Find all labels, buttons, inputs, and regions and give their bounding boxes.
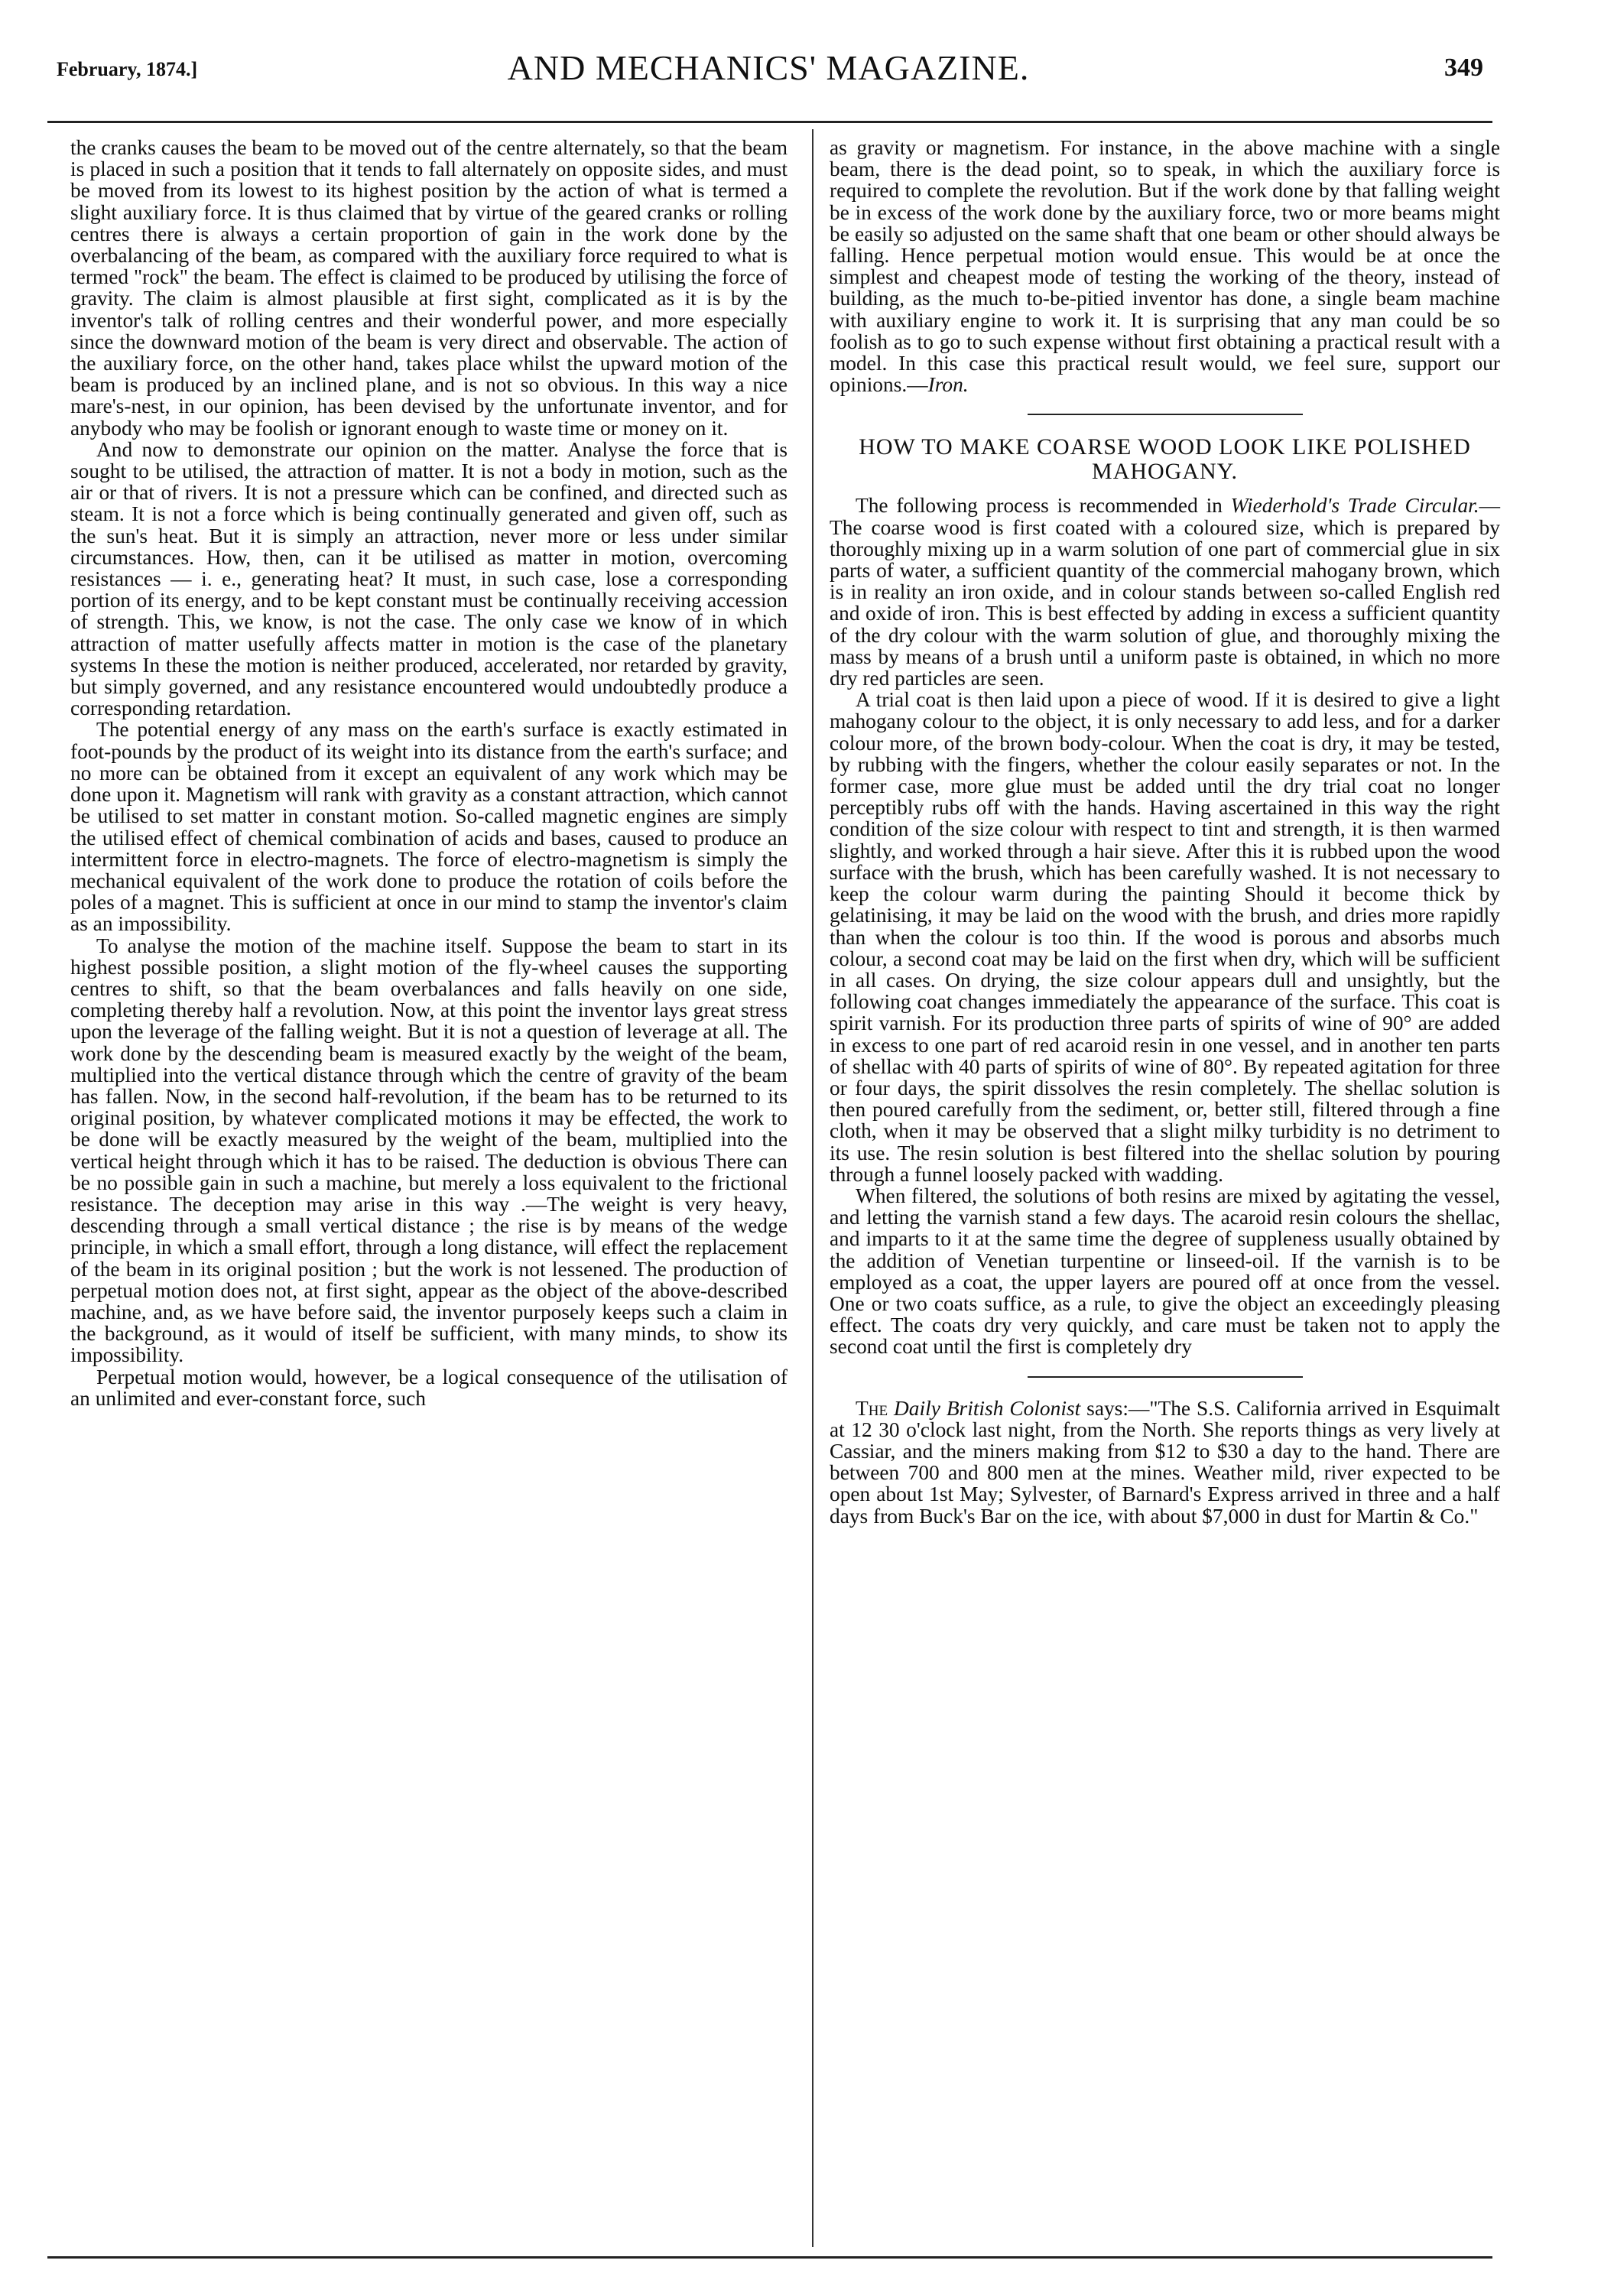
left-column <box>70 137 788 1409</box>
right-paragraph-2 <box>830 495 1500 689</box>
right-paragraph-1-text: as gravity or magnetism. For instance, in the above machine with a single beam, there is the dead point, so to speak, in which the auxiliary force is required to complete the revolution. But if the work done by that falling weight be in excess of the work done by the auxiliary force, two or more beams might be easily so adjusted on the same shaft that one beam or other should always be falling. Hence perpetual motion would ensue. This would be at once the simplest and cheapest mode of testing the working of the theory, instead of building, as the much to-be-pitied inventor has done, a single beam machine with auxiliary engine to work it. It is surprising that any man could be so foolish as to go to such expense without first obtaining a practical result with a model. In this case this practical result would, we feel sure, support our opinions.— <box>830 136 1500 397</box>
right-paragraph-5 <box>830 1398 1500 1527</box>
right-column <box>830 137 1500 1527</box>
left-paragraph-5: Perpetual motion would, however, be a logical consequence of the utilisation of an unlimited and ever-constant force, such <box>70 1365 788 1410</box>
right-paragraph-2-text: —The coarse wood is first coated with a coloured size, which is prepared by thoroughly mixing up in a warm solution of one part of commercial glue in six parts of water, a sufficient quantity of the commercial mahogany brown, which is in reality an iron oxide, and in colour stands between so-called English red and oxide of iron. This is best effected by adding in excess a sufficient quantity of the dry colour with the warm solution of glue, and thoroughly mixing the mass by means of a brush until a uniform paste is obtained, in which no more dry red particles are seen. <box>830 494 1501 690</box>
page-body <box>47 121 1501 2259</box>
iron-source: Iron. <box>927 373 969 397</box>
right-paragraph-5-text: says:—"The S.S. California arrived in Esquimalt at 12 30 o'clock last night, from the North. She reports things as very lively at Cassiar, and the miners making from $12 to $30 a day to the hand. There are between 700 and 800 men at the mines. Weather mild, river expected to be open about 1st May; Sylvester, of Barnard's Express arrived in three and a half days from Buck's Bar on the ice, with about $7,000 in dust for Martin & Co." <box>830 1396 1501 1528</box>
right-paragraph-1 <box>830 137 1500 395</box>
right-paragraph-4: When filtered, the solutions of both resins are mixed by agitating the vessel, and letting the varnish stand a few days. The acaroid resin colours the shellac, and imparts to it at the same time the degree of suppleness usually obtained by the addition of Venetian turpentine or linseed-oil. If the varnish is to be employed as a coat, the upper layers are poured off at once from the vessel. One or two coats suffice, as a rule, to give the object an exceedingly pleasing effect. The coats dry very quickly, and care must be taken not to apply the second coat until the first is completely dry <box>830 1184 1500 1359</box>
left-paragraph-2: And now to demonstrate our opinion on the matter. Analyse the force that is sought to be utilised, the attraction of matter. It is not a body in motion, such as the air or that of rivers. It is not a pressure which can be confined, and directed such as steam. It is not a force which is being continually generated and given off, such as the sun's heat. But it is simply an attraction, never more or less under similar circumstances. How, then, can it be utilised as matter in motion, overcoming resistances — i. e., generating heat? It must, in such case, lose a corresponding portion of its energy, and to be kept constant must be continually receiving accession of strength. This, we know, is not the case. The only case we know of in which attraction of matter usefully affects matter in motion is the case of the planetary systems In these the motion is neither produced, accelerated, nor retarded by gravity, but simply governed, and any resistance encountered would undoubtedly produce a corresponding retardation. <box>70 437 788 720</box>
left-paragraph-4: To analyse the motion of the machine itself. Suppose the beam to start in its highest possible position, a slight motion of the fly-wheel causes the supporting centres to shift, so that the beam overbalances and falls heavily on one side, completing thereby half a revolution. Now, at this point the inventor lays great stress upon the leverage of the falling weight. But it is not a question of leverage at all. The work done by the descending beam is measured exactly by the weight of the beam, multiplied into the vertical distance through which the centre of gravity of the beam has fallen. Now, in the second half-revolution, if the beam has to be returned to its original position, by whatever complicated motions it may be effected, the work to be done will be exactly measured by the weight of the beam, multiplied into the vertical height through which it has to be raised. The deduction is obvious There can be no possible gain in such a machine, but merely a loss equivalent to the frictional resistance. The deception may arise in this way .—The weight is very heavy, descending through a small vertical distance ; the rise is by means of the wedge principle, in which a small effort, through a long distance, will effect the replacement of the beam in its original position ; but the work is not lessened. The production of perpetual motion does not, at first sight, appear as the object of the above-described machine, and, as we have before said, the inventor purposely keeps such a claim in the background, as it would of itself be sufficient, with many minds, to show its impossibility. <box>70 934 788 1367</box>
header-title: AND MECHANICS' MAGAZINE. <box>507 48 1030 87</box>
trade-circular-source: Wiederhold's Trade Circular. <box>1230 494 1479 518</box>
page-number: 349 <box>1444 54 1483 82</box>
left-paragraph-3: The potential energy of any mass on the earth's surface is exactly estimated in foot-pounds by the product of its weight into its distance from the earth's surface; and no more can be obtained from it except an equivalent of any work which may be done upon it. Magnetism will rank with gravity as a constant attraction, which cannot be utilised to set matter in constant motion. So-called magnetic engines are simply the utilised effect of chemical combination of acids and bases, caused to produce an intermittent force in electro-magnets. The force of electro-magnetism is simply the mechanical equivalent of the work done to produce the rotation of coils before the poles of a magnet. This is sufficient at once in our mind to stamp the inventor's claim as an impossibility. <box>70 718 788 936</box>
header-date: February, 1874.] <box>57 58 198 80</box>
page-header <box>54 47 1483 87</box>
colonist-source: Daily British Colonist <box>894 1396 1081 1420</box>
right-paragraph-2-lead: The following process is recommended in <box>856 494 1231 518</box>
section-rule-1 <box>1028 414 1303 415</box>
right-paragraph-5-lead: The <box>856 1396 895 1420</box>
column-divider <box>812 129 813 2247</box>
right-paragraph-3: A trial coat is then laid upon a piece of wood. If it is desired to give a light mahogany colour to the object, it is only necessary to add less, and for a darker colour more, of the brown body-colour. When the coat is dry, it may be tested, by rubbing with the fingers, whether the colour easily separates or not. In the former case, more glue must be added until the dry trial coat no longer perceptibly rubs off with the hands. Having ascertained in this way the right condition of the size colour with respect to tint and strength, it is then warmed slightly, and worked through a hair sieve. After this it is rubbed upon the wood surface with the brush, which has been carefully washed. It is not necessary to keep the colour warm during the painting Should it become thick by gelatinising, it may be laid on the wood with the brush, and dries more rapidly than when the colour is too thin. If the wood is porous and absorbs much colour, a second coat may be laid on the first when dry, which will be sufficient in all cases. On drying, the size colour appears dull and unsightly, but the following coat changes immediately the appearance of the surface. This coat is spirit varnish. For its production three parts of spirits of wine of 90° are added in excess to one part of red acaroid resin in one vessel, and in another ten parts of shellac with 40 parts of spirits of wine of 80°. By repeated agitation for three or four days, the spirit dissolves the resin completely. The shellac solution is then poured carefully from the sediment, or, better still, filtered through a fine cloth, when it may be observed that a slight milky turbidity is no detriment to its use. The resin solution is best filtered into the shellac solution by pouring through a funnel loosely packed with wadding. <box>830 688 1500 1186</box>
left-paragraph-1: the cranks causes the beam to be moved out of the centre alternately, so that the beam is placed in such a position that it tends to fall alternately on opposite sides, and must be moved from its lowest to its highest position by the action of what is termed a slight auxiliary force. It is thus claimed that by virtue of the geared cranks or rolling centres there is always a certain proportion of gain in the work done by the overbalancing of the beam, as compared with the auxiliary force required to what is termed "rock" the beam. The effect is claimed to be produced by utilising the force of gravity. The claim is almost plausible at first sight, complicated as it is by the inventor's talk of rolling centres and their wonderful power, and more especially since the downward motion of the beam is very direct and observable. The action of the auxiliary force, on the other hand, takes place whilst the upward motion of the beam is produced by an inclined plane, and is not so obvious. In this way a nice mare's-nest, in our opinion, has been devised by the unfortunate inventor, and for anybody who may be foolish or ignorant enough to waste time or money on it. <box>70 136 788 440</box>
section-rule-2 <box>1028 1376 1303 1378</box>
section-title-mahogany: HOW TO MAKE COARSE WOOD LOOK LIKE POLISHED MAHOGANY. <box>859 434 1471 485</box>
